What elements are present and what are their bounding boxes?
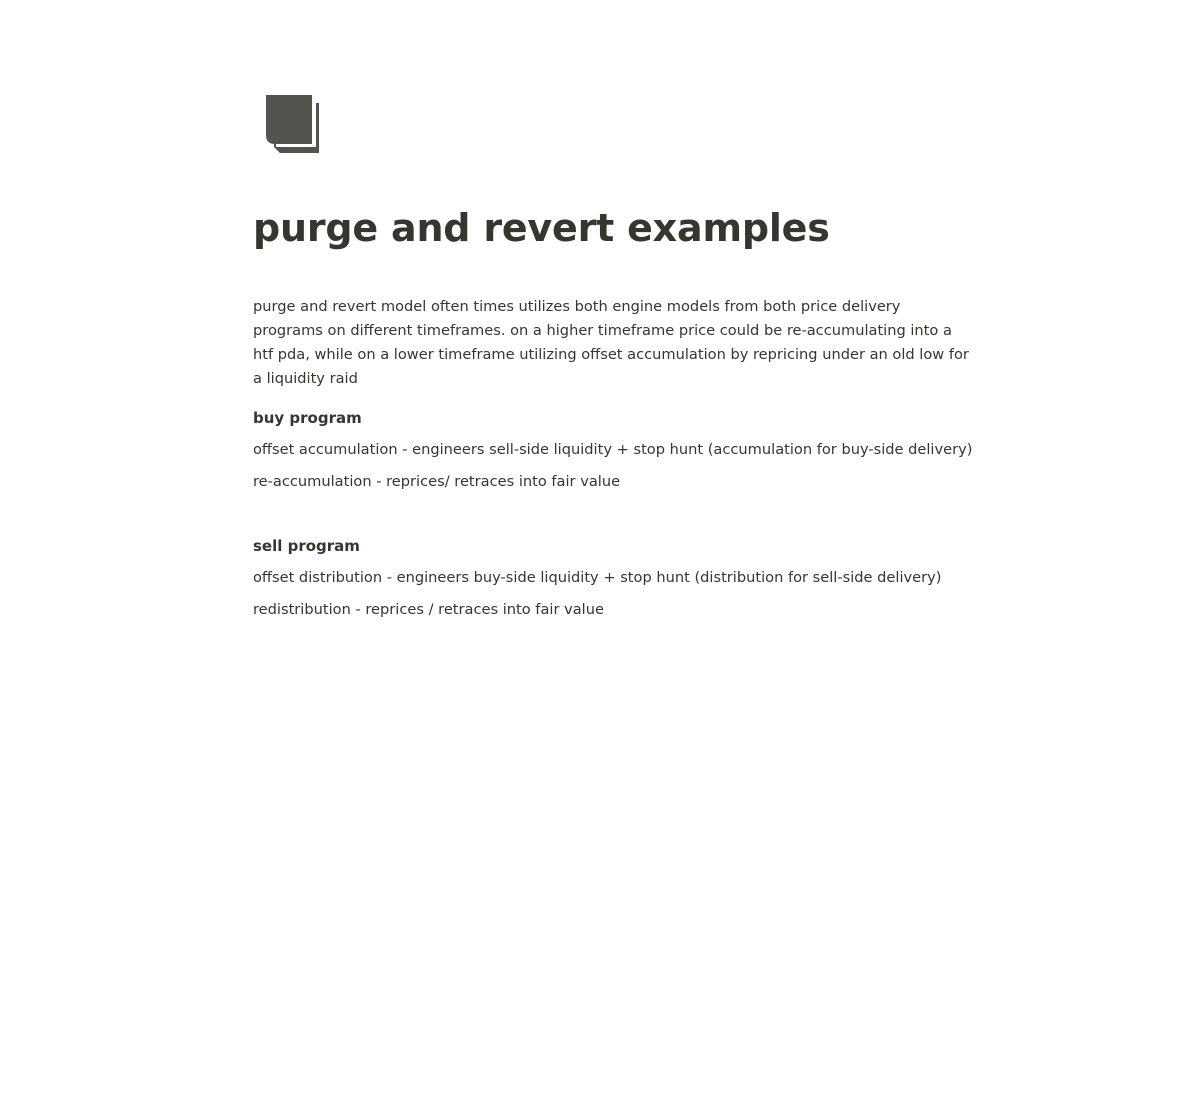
book-icon[interactable] xyxy=(264,94,320,154)
intro-paragraph: purge and revert model often times utilizes both engine models from both price delivery programs on different timeframes. on a higher timeframe price could be re-accumulating into a htf pda, while on a lower timeframe utilizing offset accumulation by repricing under an old low for a liquidity raid xyxy=(253,298,969,387)
sell-program-heading: sell program xyxy=(253,537,360,555)
buy-program-item-offset-accumulation: offset accumulation - engineers sell-side liquidity + stop hunt (accumulation for buy-side delivery) xyxy=(253,441,973,458)
buy-program-heading: buy program xyxy=(253,409,362,427)
sell-program-item-redistribution: redistribution - reprices / retraces into fair value xyxy=(253,601,604,618)
buy-program-item-re-accumulation: re-accumulation - reprices/ retraces into fair value xyxy=(253,473,621,490)
page-title: purge and revert examples xyxy=(253,206,830,250)
sell-program-item-offset-distribution: offset distribution - engineers buy-side liquidity + stop hunt (distribution for sell-side delivery) xyxy=(253,569,942,586)
